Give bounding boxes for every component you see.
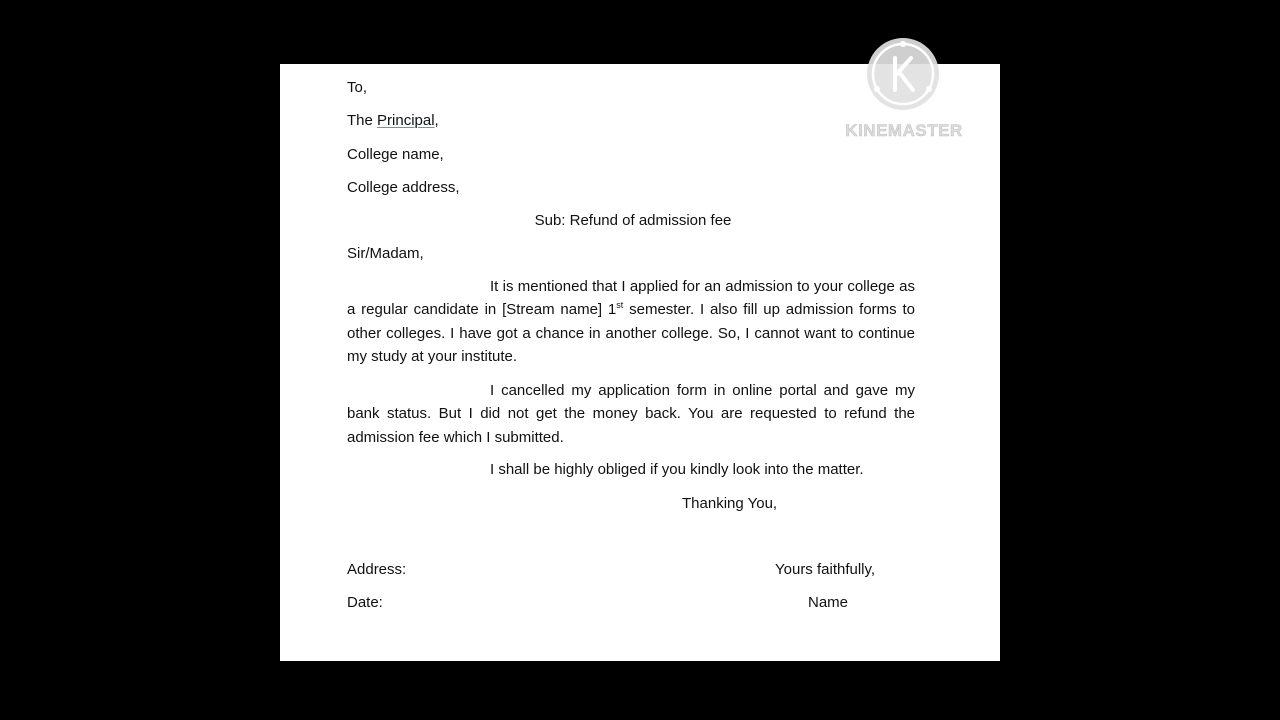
kinemaster-watermark [838, 36, 970, 146]
signature-name: Name [808, 594, 849, 611]
recipient-college-address: College address, [347, 179, 460, 196]
letter-page [280, 64, 1000, 661]
thanking-line: Thanking You, [682, 495, 778, 512]
para1-text-b: semester. I also fill up admission forms to other colleges. I have got a chance in another college. So, I cannot want to continue my study at your institute. [347, 301, 915, 365]
para1-superscript: st [616, 300, 624, 311]
body-paragraph-2 [347, 379, 915, 449]
kinemaster-wordmark: KINEMASTER [845, 121, 963, 140]
address-label: Address: [347, 561, 407, 578]
body-paragraph-1 [347, 275, 915, 368]
subject-line: Sub: Refund of admission fee [534, 212, 732, 229]
recipient-to: To, [347, 79, 368, 96]
salutation: Sir/Madam, [347, 245, 424, 262]
principal-prefix: The [347, 112, 378, 129]
body-paragraph-3: I shall be highly obliged if you kindly look into the matter. [490, 461, 864, 478]
principal-suffix: , [434, 112, 439, 129]
para2-text: I cancelled my application form in online portal and gave my bank status. But I did not get the money back. You are requested to refund the admission fee which I submitted. [347, 382, 915, 446]
date-label: Date: [347, 594, 383, 611]
principal-word: Principal [377, 112, 435, 129]
recipient-college-name: College name, [347, 146, 444, 163]
closing-line: Yours faithfully, [775, 561, 876, 578]
para1-text-a: It is mentioned that I applied for an admission to your college as a regular candidate in [Stream name] 1 [347, 278, 915, 319]
recipient-principal [347, 111, 439, 131]
kinemaster-logo-icon [867, 38, 939, 110]
